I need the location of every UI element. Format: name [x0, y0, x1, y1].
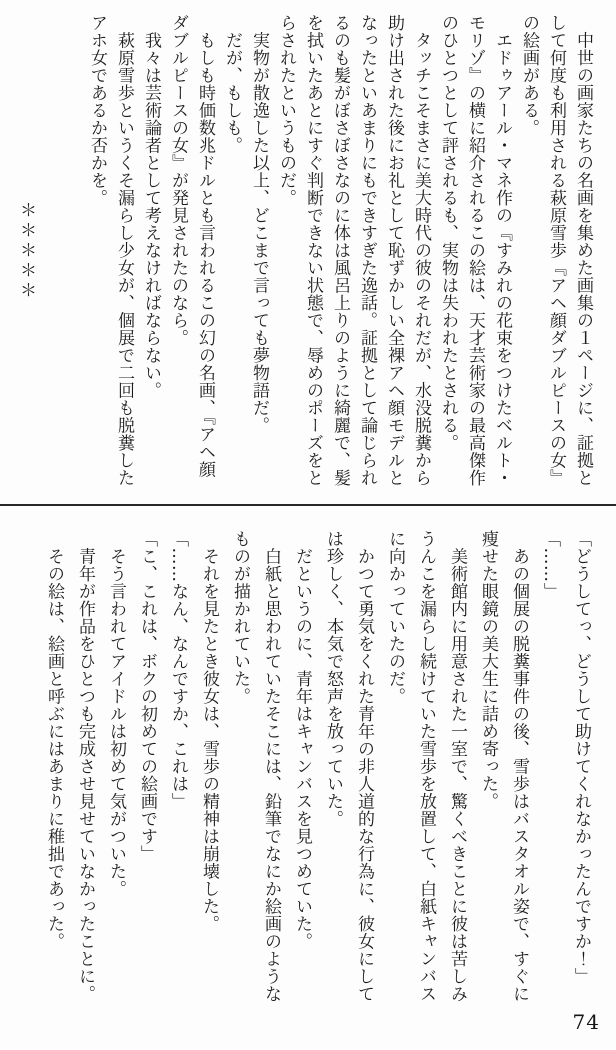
dialogue-line: 「……」 [540, 530, 560, 600]
paragraph: 美術館内に用意された一室で、驚くべきことに彼は苦しみうんこを漏らし続けていた雪歩を放置して、白紙キャンバスに向かっていたのだ。 [385, 530, 467, 1003]
paragraph: もしも時価数兆ドルとも言われるこの幻の名画、『アヘ顔ダブルピースの女』が発見されたのなら。 [168, 14, 215, 478]
paragraph: だというのに、青年はキャンバスを見つめていた。 [292, 530, 312, 950]
paragraph: 我々は芸術論者として考えなければならない。 [141, 14, 161, 399]
paragraph: 萩原雪歩というくそ漏らし少女が、個展で二回も脱糞したアホ女であるか否かを。 [87, 14, 134, 487]
top-section [12, 14, 596, 488]
paragraph: それを見たとき彼女は、雪歩の精神は崩壊した。 [199, 530, 219, 933]
scene-separator: ＊＊＊＊＊ [16, 201, 36, 301]
paragraph: あの個展の脱糞事件の後、雪歩はバスタオル姿で、すぐに痩せた眼鏡の美大生に詰め寄った。 [478, 530, 529, 1003]
dialogue-line: 「どうしてっ、どうして助けてくれなかったんですか！」 [571, 530, 591, 985]
paragraph: そう言われてアイドルは初めて気がついた。 [106, 530, 126, 898]
paragraph: エドゥアール・マネ作の『すみれの花束をつけたベルト・モリゾ』の横に紹介されるこの絵は、天才芸術家の最高傑作のひとつとして評されるも、実物は失われたとされる。 [438, 14, 512, 487]
paragraph: その絵は、絵画と呼ぶにはあまりに稚拙であった。 [44, 530, 64, 950]
paragraph: 青年が作品をひとつも完成させ見せていなかったことに。 [75, 530, 95, 1003]
paragraph: かつて勇気をくれた青年の非人道的な行為に、彼女にしては珍しく、本気で怒声を放っていた。 [323, 530, 374, 1003]
dialogue-line: 「……なん、なんですか、これは」 [168, 530, 188, 810]
paragraph: 中世の画家たちの名画を集めた画集の１ページに、証拠として何度も利用される萩原雪歩『アヘ顔ダブルピースの女』の絵画がある。 [519, 14, 593, 487]
paragraph: 白紙と思われていたそこには、鉛筆でなにか絵画のようなものが描かれていた。 [230, 530, 281, 1003]
dialogue-line: 「こ、これは、ボクの初めての絵画です」 [137, 530, 157, 863]
paragraph: タッチこそまさに美大時代の彼のそれだが、水没脱糞から助け出された後にお礼として恥ずかしい全裸アヘ顔モデルとなったといあまりにもできすぎた逸話。証拠として論じられるのも髪がぼさぼさなのに体は風呂上りのように綺麗で、髪を拭いたあとにすぐ判断できない状態で、辱めのポーズをとらされたというものだ。 [276, 14, 431, 487]
page-number: 74 [572, 1010, 600, 1034]
paragraph: 実物が散逸した以上、どこまで言っても夢物語だ。 [249, 14, 269, 434]
bottom-section [38, 530, 596, 1004]
section-divider-line [0, 504, 616, 506]
paragraph: だが、もしも。 [222, 14, 242, 154]
